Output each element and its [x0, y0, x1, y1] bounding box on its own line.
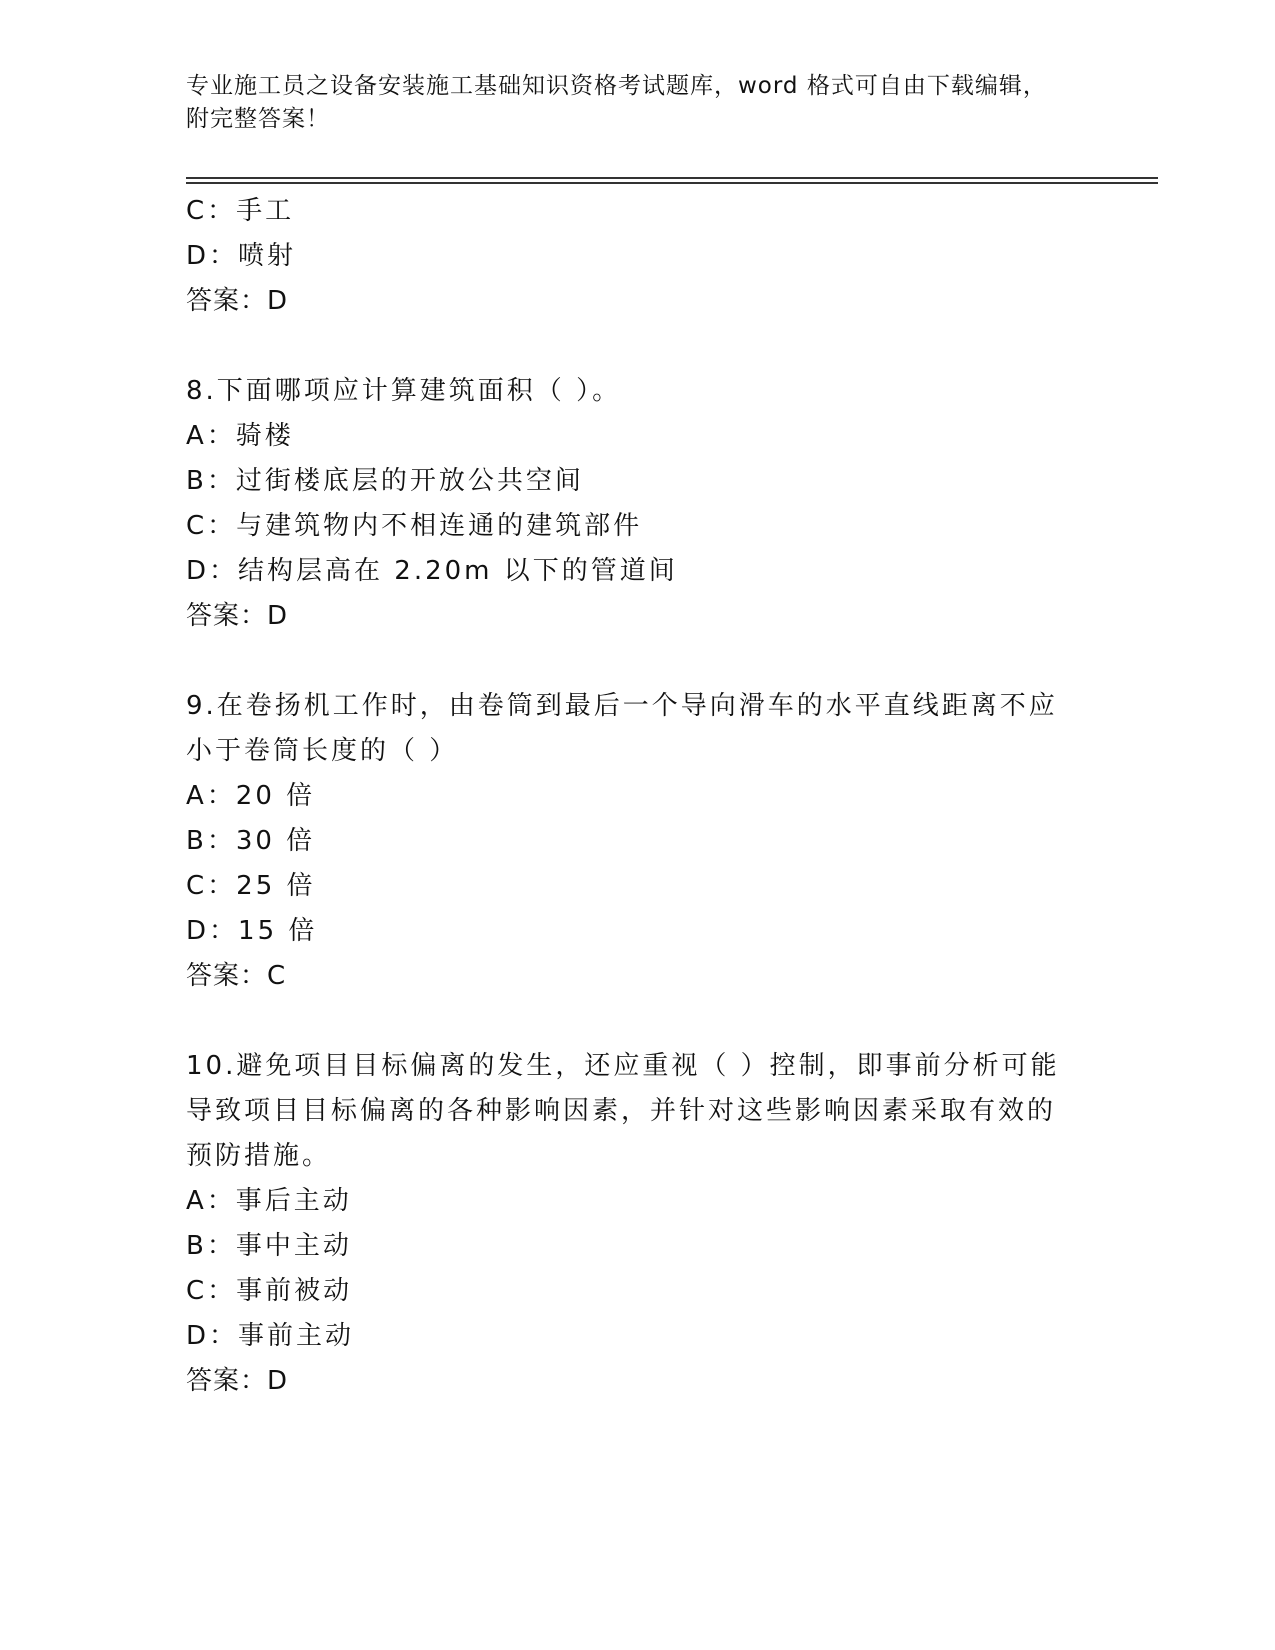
option-line: D：事前主动 — [186, 1321, 355, 1351]
answer-line: 答案：D — [186, 286, 289, 316]
header-divider-top — [186, 177, 1158, 179]
option-line: C：事前被动 — [186, 1276, 353, 1306]
page-header — [186, 70, 1086, 136]
question-line: 预防措施。 — [186, 1141, 332, 1171]
option-line: D：喷射 — [186, 241, 297, 271]
option-line: A：骑楼 — [186, 421, 294, 451]
header-line-2: 附完整答案！ — [186, 106, 330, 132]
answer-line: 答案：D — [186, 1366, 289, 1396]
question-line: 10.避免项目目标偏离的发生，还应重视（ ）控制，即事前分析可能 — [186, 1051, 1060, 1081]
option-line: B：过街楼底层的开放公共空间 — [186, 466, 584, 496]
answer-line: 答案：D — [186, 601, 289, 631]
option-line: C：25 倍 — [186, 871, 316, 901]
header-line-1: 专业施工员之设备安装施工基础知识资格考试题库，word 格式可自由下载编辑， — [186, 73, 1047, 99]
option-line: B：事中主动 — [186, 1231, 352, 1261]
question-line: 小于卷筒长度的（ ） — [186, 736, 459, 766]
option-line: C：与建筑物内不相连通的建筑部件 — [186, 511, 643, 541]
answer-line: 答案：C — [186, 961, 287, 991]
option-line: A：事后主动 — [186, 1186, 352, 1216]
option-line: B：30 倍 — [186, 826, 316, 856]
question-line: 9.在卷扬机工作时，由卷筒到最后一个导向滑车的水平直线距离不应 — [186, 691, 1058, 721]
option-line: D：结构层高在 2.20m 以下的管道间 — [186, 556, 678, 586]
option-line: A：20 倍 — [186, 781, 316, 811]
question-line: 8.下面哪项应计算建筑面积（ ）。 — [186, 376, 622, 406]
option-line: D：15 倍 — [186, 916, 318, 946]
option-line: C：手工 — [186, 196, 295, 226]
question-line: 导致项目目标偏离的各种影响因素，并针对这些影响因素采取有效的 — [186, 1096, 1057, 1126]
header-divider-bottom — [186, 182, 1158, 184]
